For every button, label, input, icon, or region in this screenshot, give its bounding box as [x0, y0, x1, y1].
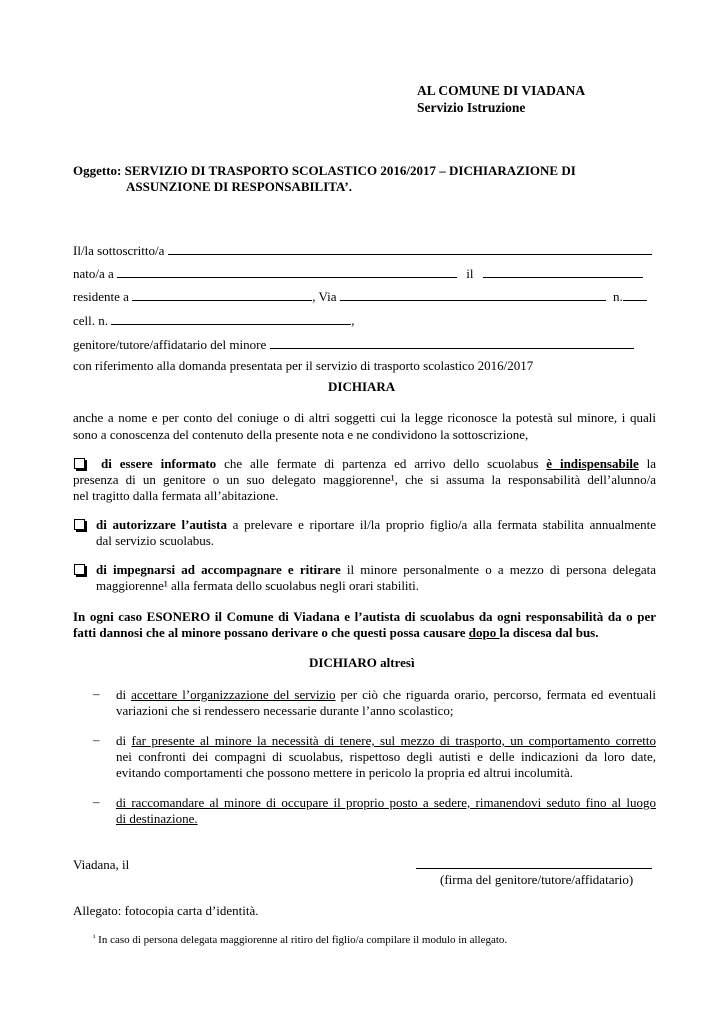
check1-emphasis: è indispensabile [546, 456, 639, 471]
field-via-label: , Via [312, 289, 337, 304]
field-residente-label: residente a [73, 289, 129, 304]
subject-line-1 [73, 164, 576, 177]
item3-underlined-end: di destinazione. [116, 811, 198, 826]
item1-pre: di [116, 687, 132, 702]
signature-caption: (firma del genitore/tutore/affidatario) [440, 872, 634, 887]
via-input-line[interactable] [340, 289, 606, 301]
field-cell-end: , [351, 313, 355, 328]
item1-post: per ciò che riguarda orario, percorso, fermata ed eventuali [335, 687, 656, 702]
check2-line-1 [96, 518, 656, 531]
field-sottoscritto [73, 243, 652, 257]
dichiara-title: DICHIARA [328, 379, 396, 394]
footnote-mark: ¹ [93, 933, 96, 942]
item1-line-1 [116, 688, 656, 701]
check3-line-2: maggiorenne¹ alla fermata dello scuolabus negli orari stabiliti. [96, 578, 420, 593]
check1-line-1 [101, 457, 656, 470]
place-date: Viadana, il [73, 857, 130, 872]
check1-line-2: presenza di un genitore o un suo delegato maggiorenne¹, che si assuma la responsabilità dell’alunno/a [73, 472, 656, 487]
check3-text: il minore personalmente o a mezzo di persona delegata [340, 562, 656, 577]
il-input-line[interactable] [483, 266, 643, 278]
field-numero-label: n. [612, 289, 623, 304]
item2-underlined: far presente al minore la necessità di tenere, sul mezzo di trasporto, un comportamento corretto [131, 733, 656, 748]
altresi-title: DICHIARO altresì [309, 655, 415, 670]
esonero-text-end: la discesa dal bus. [499, 625, 599, 640]
sottoscritto-input-line[interactable] [168, 243, 652, 255]
field-genitore-label: genitore/tutore/affidatario del minore [73, 337, 267, 352]
item2-line-2: nei confronti dei compagni di scuolabus, rispettoso degli autisti e delle indicazioni da loro date, [116, 749, 656, 764]
item3-line-2 [116, 812, 198, 825]
esonero-line-1: In ogni caso ESONERO il Comune di Viadana e l’autista di scuolabus da ogni responsabilità da o per [73, 609, 656, 624]
intro-line-2: sono a conoscenza del contenuto della presente nota e ne condividono la sottoscrizione, [73, 427, 529, 442]
item1-line-2: variazioni che si rendessero necessarie durante l’anno scolastico; [116, 703, 454, 718]
item3-line-1: di raccomandare al minore di occupare il proprio posto a sedere, rimanendovi seduto fino al luogo [116, 795, 656, 810]
nato-input-line[interactable] [117, 266, 457, 278]
item2-pre: di [116, 733, 132, 748]
intro-line-1: anche a nome e per conto del coniuge o di altri soggetti cui la legge riconosce la potestà sul minore, i quali [73, 410, 656, 425]
check3-bold: di impegnarsi ad accompagnare e ritirare [96, 562, 341, 577]
field-nato [73, 266, 643, 280]
footnote-text: In caso di persona delegata maggiorenne al ritiro del figlio/a compilare il modulo in allegato. [95, 934, 508, 946]
field-genitore [73, 337, 634, 351]
field-il-label: il [466, 266, 474, 281]
subject-line-2: ASSUNZIONE DI RESPONSABILITA’. [126, 179, 352, 194]
check2-line-2: dal servizio scuolabus. [96, 533, 215, 548]
check2-text: a prelevare e riportare il/la proprio figlio/a alla fermata stabilita annualmente [226, 517, 656, 532]
genitore-input-line[interactable] [270, 337, 634, 349]
subject-label: Oggetto: [73, 163, 122, 178]
cell-input-line[interactable] [111, 313, 351, 325]
check1-bold: di essere informato [101, 456, 217, 471]
recipient-office: Servizio Istruzione [417, 100, 526, 115]
dash-bullet-3: – [93, 794, 100, 809]
esonero-text: fatti dannosi che al minore possano derivare o che questi possa causare [73, 625, 469, 640]
checkbox-informato[interactable] [74, 458, 85, 469]
checkbox-impegnarsi[interactable] [74, 564, 85, 575]
footnote [93, 934, 507, 946]
item2-line-3: evitando comportamenti che possono mettere in pericolo la propria ed altrui incolumità. [116, 765, 574, 780]
dash-bullet-1: – [93, 686, 100, 701]
esonero-underlined: dopo [468, 625, 500, 640]
check3-line-1 [96, 563, 656, 576]
item1-underlined: accettare l’organizzazione del servizio [131, 687, 336, 702]
esonero-line-2 [73, 626, 599, 639]
subject-text-1: SERVIZIO DI TRASPORTO SCOLASTICO 2016/2017 – DICHIARAZIONE DI [124, 163, 576, 178]
check1-text-end: la [638, 456, 656, 471]
check2-bold: di autorizzare l’autista [96, 517, 227, 532]
field-cell [73, 313, 355, 327]
riferimento-text: con riferimento alla domanda presentata per il servizio di trasporto scolastico 2016/2017 [73, 358, 534, 373]
field-residente [73, 289, 647, 303]
check1-text: che alle fermate di partenza ed arrivo dello scuolabus [216, 456, 547, 471]
field-cell-label: cell. n. [73, 313, 109, 328]
check1-line-3: nel tragitto dalla fermata all’abitazione. [73, 488, 279, 503]
numero-input-line[interactable] [623, 289, 647, 301]
recipient-name: AL COMUNE DI VIADANA [417, 83, 586, 98]
field-sottoscritto-label: Il/la sottoscritto/a [73, 243, 165, 258]
allegato-text: Allegato: fotocopia carta d’identità. [73, 903, 259, 918]
field-nato-label: nato/a a [73, 266, 114, 281]
dash-bullet-2: – [93, 732, 100, 747]
residente-input-line[interactable] [132, 289, 312, 301]
checkbox-autorizzare[interactable] [74, 519, 85, 530]
signature-line[interactable] [416, 868, 652, 869]
item2-line-1 [116, 734, 656, 747]
